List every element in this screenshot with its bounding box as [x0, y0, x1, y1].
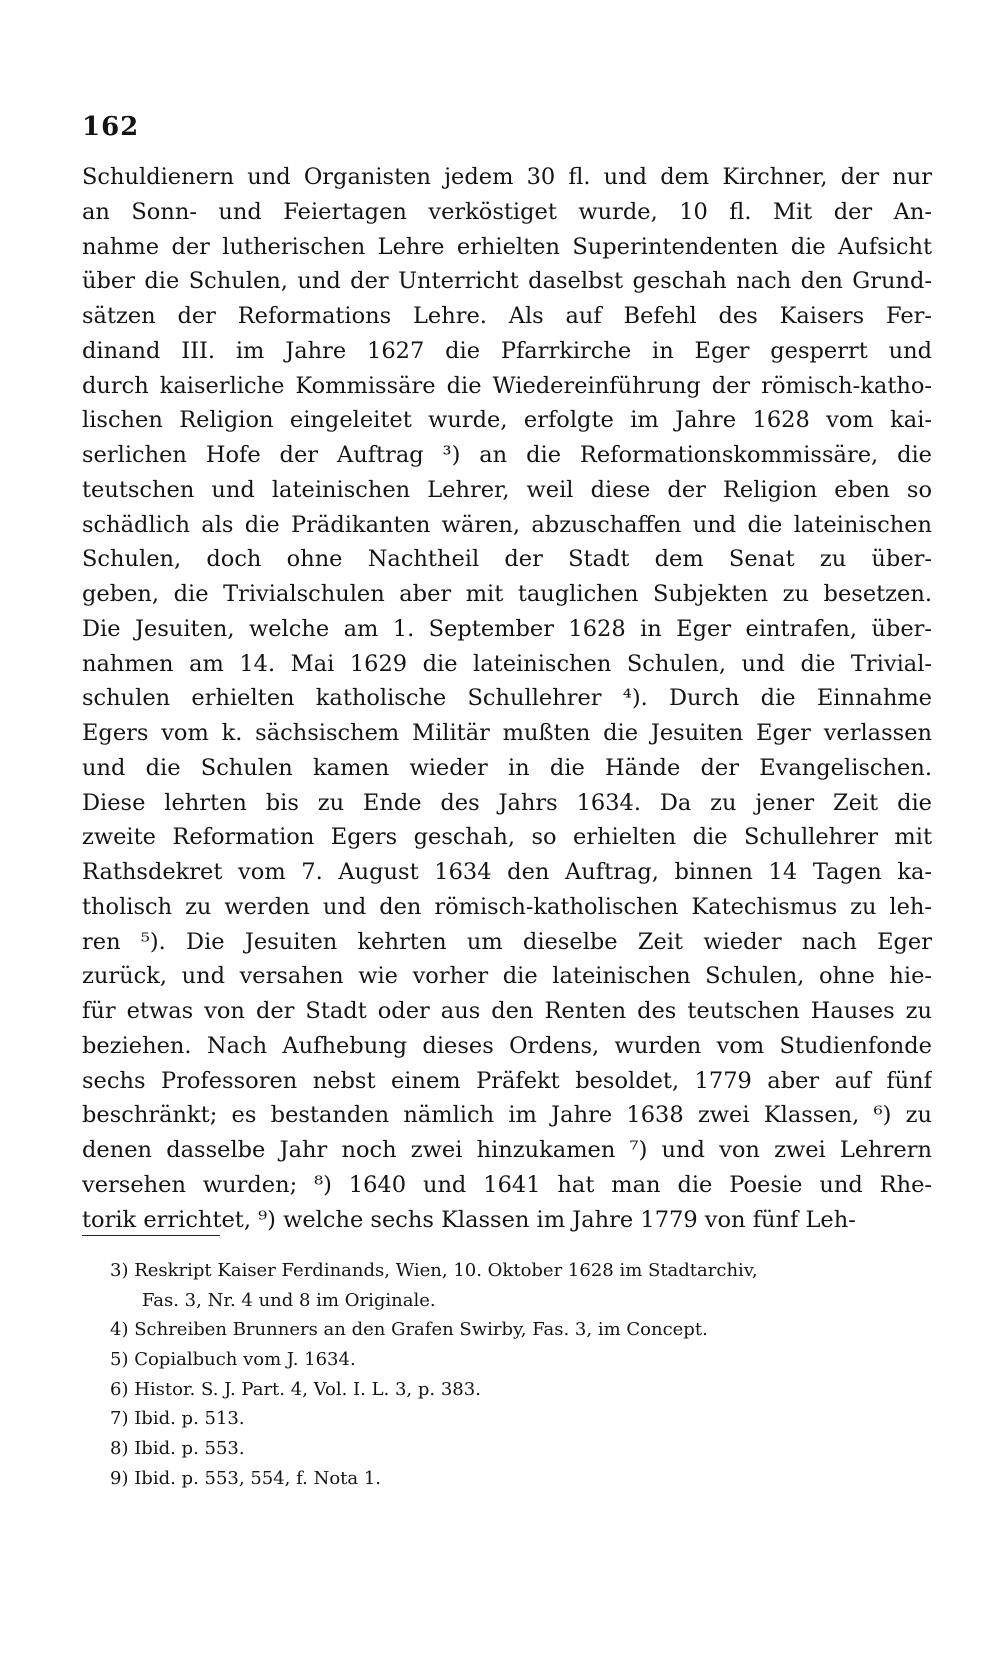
body-line: nahme der lutherischen Lehre erhielten Superintendenten die Aufsicht [82, 233, 932, 260]
footnotes [110, 1256, 900, 1494]
body-line: schädlich als die Prädikanten wären, abzuschaffen und die lateinischen [82, 511, 932, 538]
body-line: teutschen und lateinischen Lehrer, weil diese der Religion eben so [82, 476, 932, 503]
body-line: über die Schulen, und der Unterricht daselbst geschah nach den Grund- [82, 268, 932, 295]
body-line: und die Schulen kamen wieder in die Hände der Evangelischen. [82, 754, 932, 781]
body-line: lischen Religion eingeleitet wurde, erfolgte im Jahre 1628 vom kai- [82, 407, 932, 434]
footnote: 8) Ibid. p. 553. [110, 1438, 245, 1460]
footnote-divider [82, 1235, 220, 1236]
body-line: geben, die Trivialschulen aber mit tauglichen Subjekten zu besetzen. [82, 581, 932, 607]
body-line: Rathsdekret vom 7. August 1634 den Auftrag, binnen 14 Tagen ka- [82, 859, 932, 885]
body-line: tholisch zu werden und den römisch-katholischen Katechismus zu leh- [82, 893, 932, 920]
body-line: zweite Reformation Egers geschah, so erhielten die Schullehrer mit [82, 824, 932, 851]
body-line: Die Jesuiten, welche am 1. September 1628 in Eger eintrafen, über- [82, 615, 932, 642]
body-line: an Sonn- und Feiertagen verköstiget wurde, 10 fl. Mit der An- [82, 198, 932, 225]
footnote: 9) Ibid. p. 553, 554, f. Nota 1. [110, 1467, 382, 1489]
body-line: für etwas von der Stadt oder aus den Renten des teutschen Hauses zu [82, 998, 932, 1024]
body-line: beschränkt; es bestanden nämlich im Jahre 1638 zwei Klassen, ⁶) zu [82, 1102, 932, 1129]
footnote: 5) Copialbuch vom J. 1634. [110, 1349, 356, 1371]
footnote: 3) Reskript Kaiser Ferdinands, Wien, 10. Oktober 1628 im Stadtarchiv, [110, 1260, 758, 1281]
body-line: serlichen Hofe der Auftrag ³) an die Reformationskommissäre, die [82, 442, 932, 468]
body-line: torik errichtet, ⁹) welche sechs Klassen im Jahre 1779 von fünf Leh- [82, 1206, 856, 1233]
body-line: schulen erhielten katholische Schullehrer ⁴). Durch die Einnahme [82, 685, 932, 712]
footnote: 7) Ibid. p. 513. [110, 1408, 245, 1430]
page-number: 162 [82, 112, 140, 142]
body-line: ren ⁵). Die Jesuiten kehrten um dieselbe Zeit wieder nach Eger [82, 928, 932, 955]
body-line: sechs Professoren nebst einem Präfekt besoldet, 1779 aber auf fünf [82, 1067, 932, 1094]
body-line: versehen wurden; ⁸) 1640 und 1641 hat man die Poesie und Rhe- [82, 1171, 932, 1198]
body-line: durch kaiserliche Kommissäre die Wiedereinführung der römisch-katho- [82, 372, 932, 399]
body-line: zurück, und versahen wie vorher die lateinischen Schulen, ohne hie- [82, 963, 932, 990]
body-line: Diese lehrten bis zu Ende des Jahrs 1634. Da zu jener Zeit die [82, 789, 932, 816]
body-line: Schulen, doch ohne Nachtheil der Stadt dem Senat zu über- [82, 546, 932, 573]
body-line: Egers vom k. sächsischem Militär mußten die Jesuiten Eger verlassen [82, 720, 932, 746]
footnote: 6) Histor. S. J. Part. 4, Vol. I. L. 3, p. 383. [110, 1378, 481, 1400]
body-line: Schuldienern und Organisten jedem 30 fl. und dem Kirchner, der nur [82, 164, 932, 190]
footnote-continuation: Fas. 3, Nr. 4 und 8 im Originale. [142, 1289, 436, 1311]
body-text [82, 160, 932, 1237]
body-line: nahmen am 14. Mai 1629 die lateinischen Schulen, und die Trivial- [82, 650, 932, 677]
footnote: 4) Schreiben Brunners an den Grafen Swirby, Fas. 3, im Concept. [110, 1319, 708, 1341]
body-line: denen dasselbe Jahr noch zwei hinzukamen ⁷) und von zwei Lehrern [82, 1137, 932, 1163]
body-line: sätzen der Reformations Lehre. Als auf Befehl des Kaisers Fer- [82, 303, 932, 329]
body-line: beziehen. Nach Aufhebung dieses Ordens, wurden vom Studienfonde [82, 1032, 932, 1059]
body-line: dinand III. im Jahre 1627 die Pfarrkirche in Eger gesperrt und [82, 337, 932, 364]
